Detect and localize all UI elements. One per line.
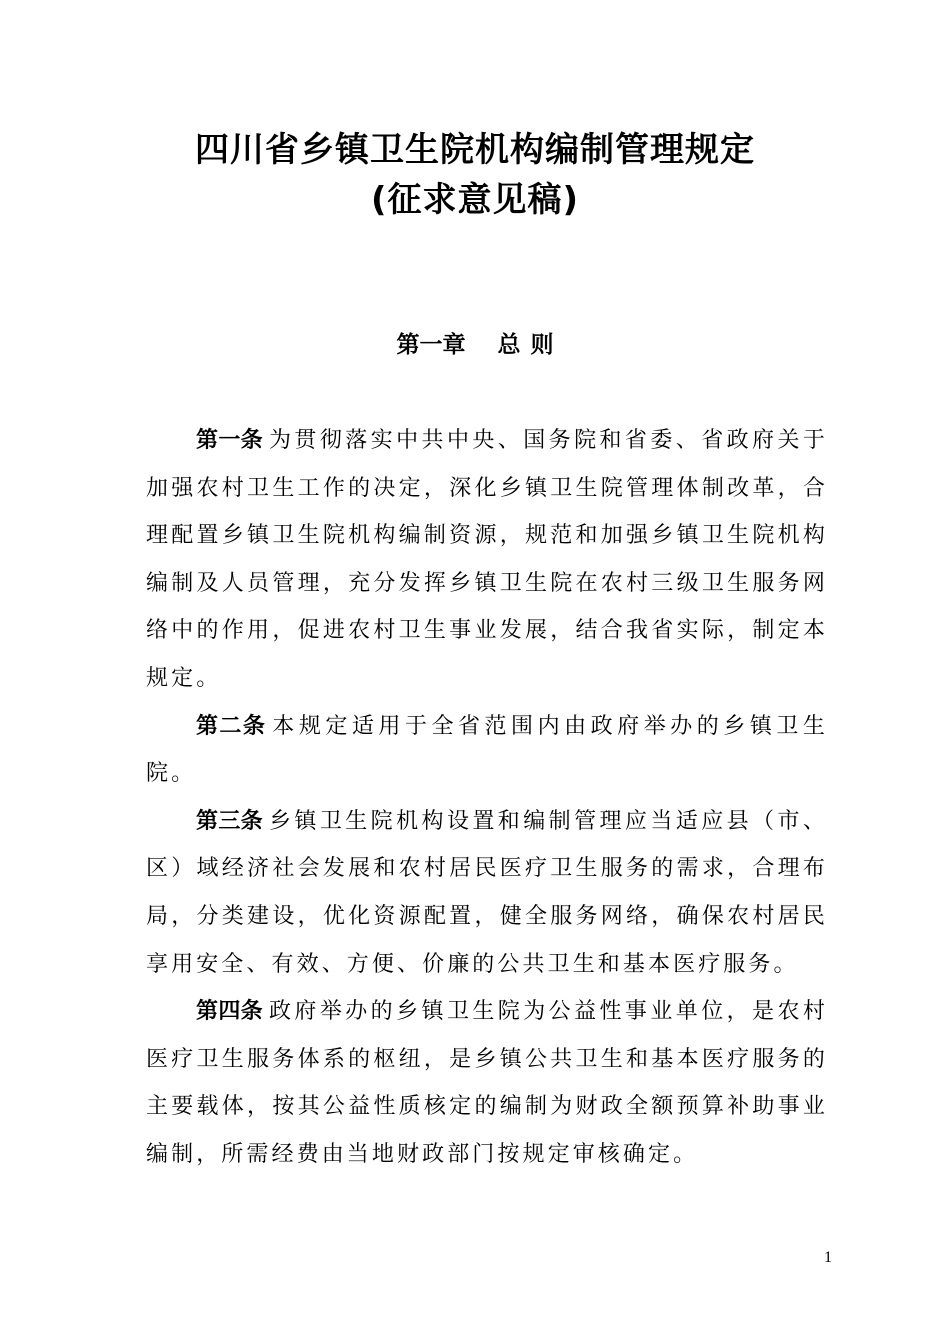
article-3-text: 乡镇卫生院机构设置和编制管理应当适应县（市、区）域经济社会发展和农村居民医疗卫生服务的需求，合理布局，分类建设，优化资源配置，健全服务网络，确保农村居民享用安全、有效、方便、价廉的公共卫生和基本医疗服务。 [146, 808, 828, 977]
document-subtitle: (征求意见稿) [370, 180, 580, 220]
document-body [146, 417, 828, 1179]
chapter-name-part1: 总 [497, 332, 521, 358]
article-4-text: 政府举办的乡镇卫生院为公益性事业单位，是农村医疗卫生服务体系的枢纽，是乡镇公共卫生和基本医疗服务的主要载体，按其公益性质核定的编制为财政全额预算补助事业编制，所需经费由当地财政部门按规定审核确定。 [146, 999, 828, 1167]
article-2-text: 本规定适用于全省范围内由政府举办的乡镇卫生院。 [146, 713, 828, 787]
article-2-label: 第二条 [196, 713, 267, 739]
page-number: 1 [824, 1249, 832, 1266]
article-3-label: 第三条 [196, 808, 263, 834]
chapter-name-part2: 则 [530, 332, 554, 358]
article-2 [146, 703, 828, 798]
chapter-number: 第一章 [396, 332, 466, 358]
article-4 [146, 988, 828, 1178]
article-1 [146, 417, 828, 703]
article-3 [146, 798, 828, 988]
article-1-text: 为贯彻落实中共中央、国务院和省委、省政府关于加强农村卫生工作的决定，深化乡镇卫生院管理体制改革，合理配置乡镇卫生院机构编制资源，规范和加强乡镇卫生院机构编制及人员管理，充分发挥乡镇卫生院在农村三级卫生服务网络中的作用，促进农村卫生事业发展，结合我省实际，制定本规定。 [146, 428, 828, 691]
document-title: 四川省乡镇卫生院机构编制管理规定 [195, 130, 755, 170]
article-4-label: 第四条 [196, 999, 263, 1025]
article-1-label: 第一条 [196, 428, 263, 453]
chapter-heading [0, 330, 950, 360]
